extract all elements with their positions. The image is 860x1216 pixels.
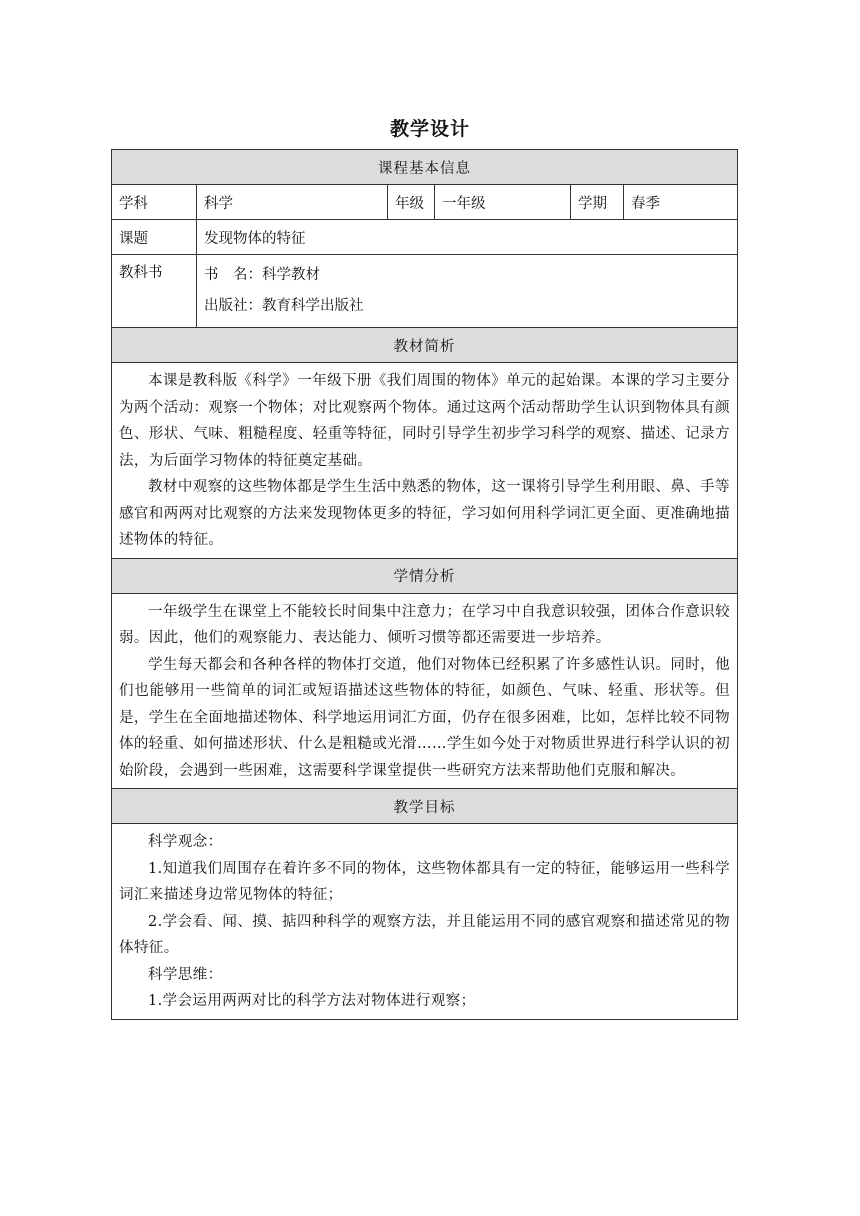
paragraph: 1.知道我们周围存在着许多不同的物体，这些物体都具有一定的特征，能够运用一些科学词汇来描述身边常见物体的特征； <box>119 860 730 903</box>
paragraph: 一年级学生在课堂上不能较长时间集中注意力；在学习中自我意识较强，团体合作意识较弱。因此，他们的观察能力、表达能力、倾听习惯等都还需要进一步培养。 <box>119 603 730 646</box>
subject-value: 科学 <box>197 185 388 220</box>
section-title: 教学目标 <box>112 789 738 824</box>
section-title: 学情分析 <box>112 558 738 593</box>
page-title: 教学设计 <box>389 118 470 140</box>
paragraph: 学生每天都会和各种各样的物体打交道，他们对物体已经积累了许多感性认识。同时，他们也能够用一些简单的词汇或短语描述这些物体的特征，如颜色、气味、轻重、形状等。但是，学生在全面地描述物体、科学地运用词汇方面，仍存在很多困难，比如，怎样比较不同物体的轻重、如何描述形状、什么是粗糙或光滑……学生如今处于对物质世界进行科学认识的初始阶段，会遇到一些困难，这需要科学课堂提供一些研究方法来帮助他们克服和解决。 <box>119 656 730 779</box>
paragraph: 教材中观察的这些物体都是学生生活中熟悉的物体，这一课将引导学生利用眼、鼻、手等感官和两两对比观察的方法来发现物体更多的特征，学习如何用科学词汇更全面、更准确地描述物体的特征。 <box>119 479 730 548</box>
topic-row <box>112 220 738 255</box>
section-header-basic-info <box>112 150 738 185</box>
lesson-plan-table <box>111 149 738 1020</box>
paragraph: 2.学会看、闻、摸、掂四种科学的观察方法，并且能运用不同的感官观察和描述常见的物体特征。 <box>119 913 730 956</box>
material-content <box>112 363 738 559</box>
textbook-info <box>197 255 738 328</box>
students-row <box>112 593 738 789</box>
info-row <box>112 185 738 220</box>
goals-row <box>112 824 738 1020</box>
book-name: 书 名：科学教材 <box>204 267 320 283</box>
topic-label: 课题 <box>112 220 197 255</box>
topic-value: 发现物体的特征 <box>197 220 738 255</box>
subject-label: 学科 <box>112 185 197 220</box>
material-row <box>112 363 738 559</box>
students-content <box>112 593 738 789</box>
section-header-students <box>112 558 738 593</box>
section-title: 教材简析 <box>112 328 738 363</box>
paragraph: 本课是教科版《科学》一年级下册《我们周围的物体》单元的起始课。本课的学习主要分为两个活动：观察一个物体；对比观察两个物体。通过这两个活动帮助学生认识到物体具有颜色、形状、气味、粗糙程度、轻重等特征，同时引导学生初步学习科学的观察、描述、记录方法，为后面学习物体的特征奠定基础。 <box>119 373 730 469</box>
publisher: 出版社：教育科学出版社 <box>204 298 364 314</box>
section-header-goals <box>112 789 738 824</box>
term-value: 春季 <box>624 185 738 220</box>
section-title: 课程基本信息 <box>112 150 738 185</box>
grade-value: 一年级 <box>435 185 571 220</box>
textbook-label: 教科书 <box>112 255 197 328</box>
term-label: 学期 <box>571 185 624 220</box>
paragraph: 1.学会运用两两对比的科学方法对物体进行观察； <box>148 993 476 1009</box>
paragraph: 科学思维： <box>148 966 223 983</box>
goals-content <box>112 824 738 1020</box>
paragraph: 科学观念： <box>148 834 223 850</box>
grade-label: 年级 <box>388 185 435 220</box>
section-header-material <box>112 328 738 363</box>
textbook-row <box>112 255 738 328</box>
